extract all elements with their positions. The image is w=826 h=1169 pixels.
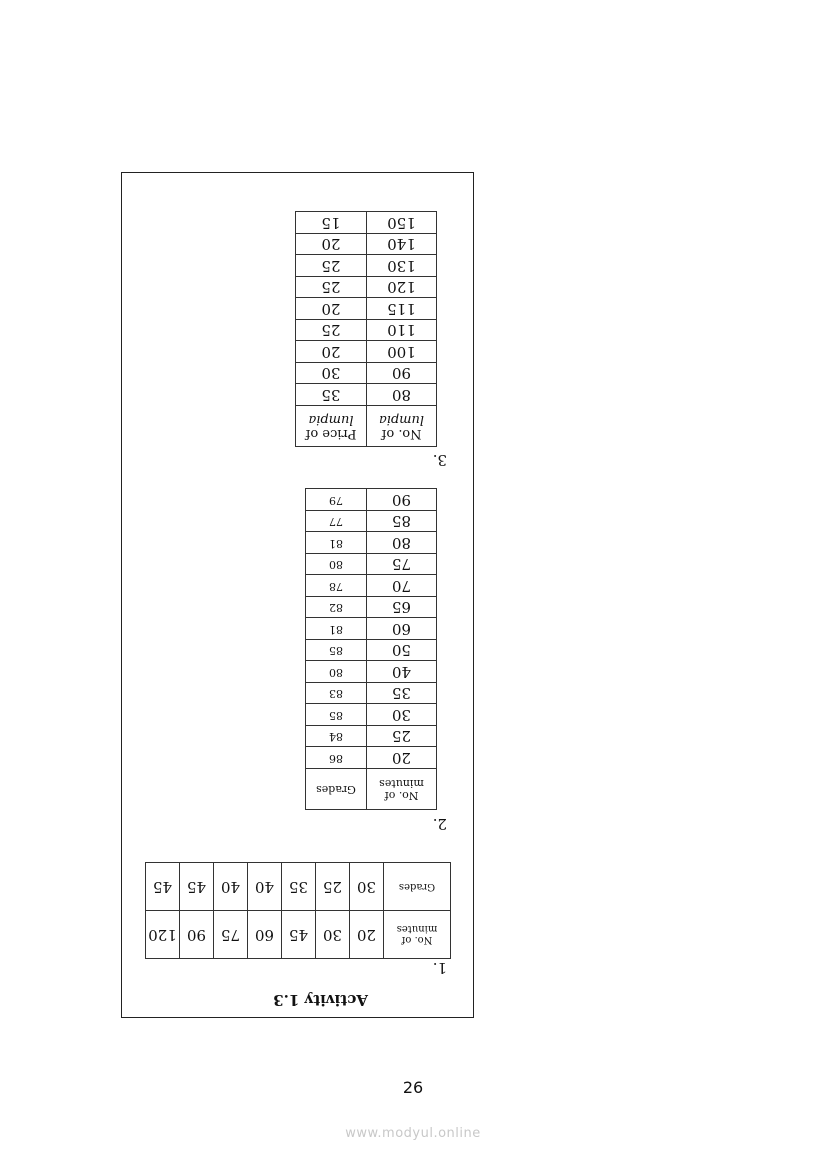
table-row [306,726,437,748]
table-cell: 30 [350,863,384,911]
table-cell: 80 [367,384,437,406]
table-cell: 35 [367,683,437,705]
column-header: Grades [306,769,367,810]
table-cell: 35 [296,384,367,406]
table-row [306,704,437,726]
table-cell: 150 [367,212,437,234]
table-header-row [306,769,437,810]
table-cell: 77 [306,511,367,533]
table-row [306,747,437,769]
table-row [306,661,437,683]
column-header: No. of minutes [367,769,437,810]
table-row [306,554,437,576]
table-cell: 120 [146,911,180,959]
table-cell: 84 [306,726,367,748]
table-cell: 25 [296,277,367,299]
rotated-content [122,173,475,1019]
page-number: 26 [402,1078,424,1097]
table-cell: 45 [180,863,214,911]
table-cell: 20 [296,341,367,363]
table-cell: 78 [306,575,367,597]
table-cell: 75 [367,554,437,576]
table-row [306,575,437,597]
table-row [306,683,437,705]
table-cell: 65 [367,597,437,619]
table-cell: 25 [296,320,367,342]
table-cell: 35 [282,863,316,911]
table-cell: 20 [367,747,437,769]
table-cell: 100 [367,341,437,363]
table-cell: 80 [306,661,367,683]
table-cell: 25 [316,863,350,911]
table-cell: 20 [296,234,367,256]
table-cell: 15 [296,212,367,234]
table-3 [295,212,437,448]
table-row [296,363,437,385]
table-cell: 90 [180,911,214,959]
table-cell: 45 [146,863,180,911]
table-cell: 40 [367,661,437,683]
table-cell: 81 [306,618,367,640]
table-cell: 81 [306,532,367,554]
item-3-label: 3. [432,451,447,469]
table-cell: 85 [306,640,367,662]
item-2-label: 2. [432,815,447,833]
table-row [306,597,437,619]
table-cell: 60 [248,911,282,959]
table-cell: 85 [306,704,367,726]
table-cell: 40 [248,863,282,911]
table-cell: 90 [367,363,437,385]
table-cell: 40 [214,863,248,911]
table-cell: 79 [306,489,367,511]
table-cell: 115 [367,298,437,320]
activity-frame [121,172,474,1018]
table-cell: 70 [367,575,437,597]
table-cell: 80 [367,532,437,554]
table-row [306,489,437,511]
table-cell: 85 [367,511,437,533]
watermark: www.modyul.online [345,1126,481,1141]
table-header-row [296,406,437,447]
table-cell: 20 [296,298,367,320]
table-row [296,384,437,406]
table-row [306,532,437,554]
table-row [296,277,437,299]
table-cell: 80 [306,554,367,576]
table-cell: 130 [367,255,437,277]
table-row [296,341,437,363]
table-cell: 45 [282,911,316,959]
table-row [296,234,437,256]
table-row [146,863,451,911]
table-cell: 30 [316,911,350,959]
table-cell: 86 [306,747,367,769]
table-row [306,640,437,662]
table-2 [305,489,437,811]
table-cell: 50 [367,640,437,662]
table-cell: 82 [306,597,367,619]
table-cell: 20 [350,911,384,959]
table-row [296,212,437,234]
row-header: Grades [384,863,451,911]
table-row [296,255,437,277]
table-cell: 75 [214,911,248,959]
table-cell: 140 [367,234,437,256]
table-cell: 110 [367,320,437,342]
column-header: Price of lumpia [296,406,367,447]
table-1 [145,862,451,959]
table-row [296,320,437,342]
table-cell: 30 [296,363,367,385]
table-row [296,298,437,320]
table-row [306,618,437,640]
table-cell: 83 [306,683,367,705]
table-cell: 60 [367,618,437,640]
item-1-label: 1. [432,959,447,977]
table-cell: 90 [367,489,437,511]
activity-title: Activity 1.3 [273,991,368,1009]
table-row [146,911,451,959]
table-cell: 25 [296,255,367,277]
column-header: No. of lumpia [367,406,437,447]
table-cell: 25 [367,726,437,748]
table-cell: 30 [367,704,437,726]
table-row [306,511,437,533]
row-header: No. of minutes [384,911,451,959]
table-cell: 120 [367,277,437,299]
